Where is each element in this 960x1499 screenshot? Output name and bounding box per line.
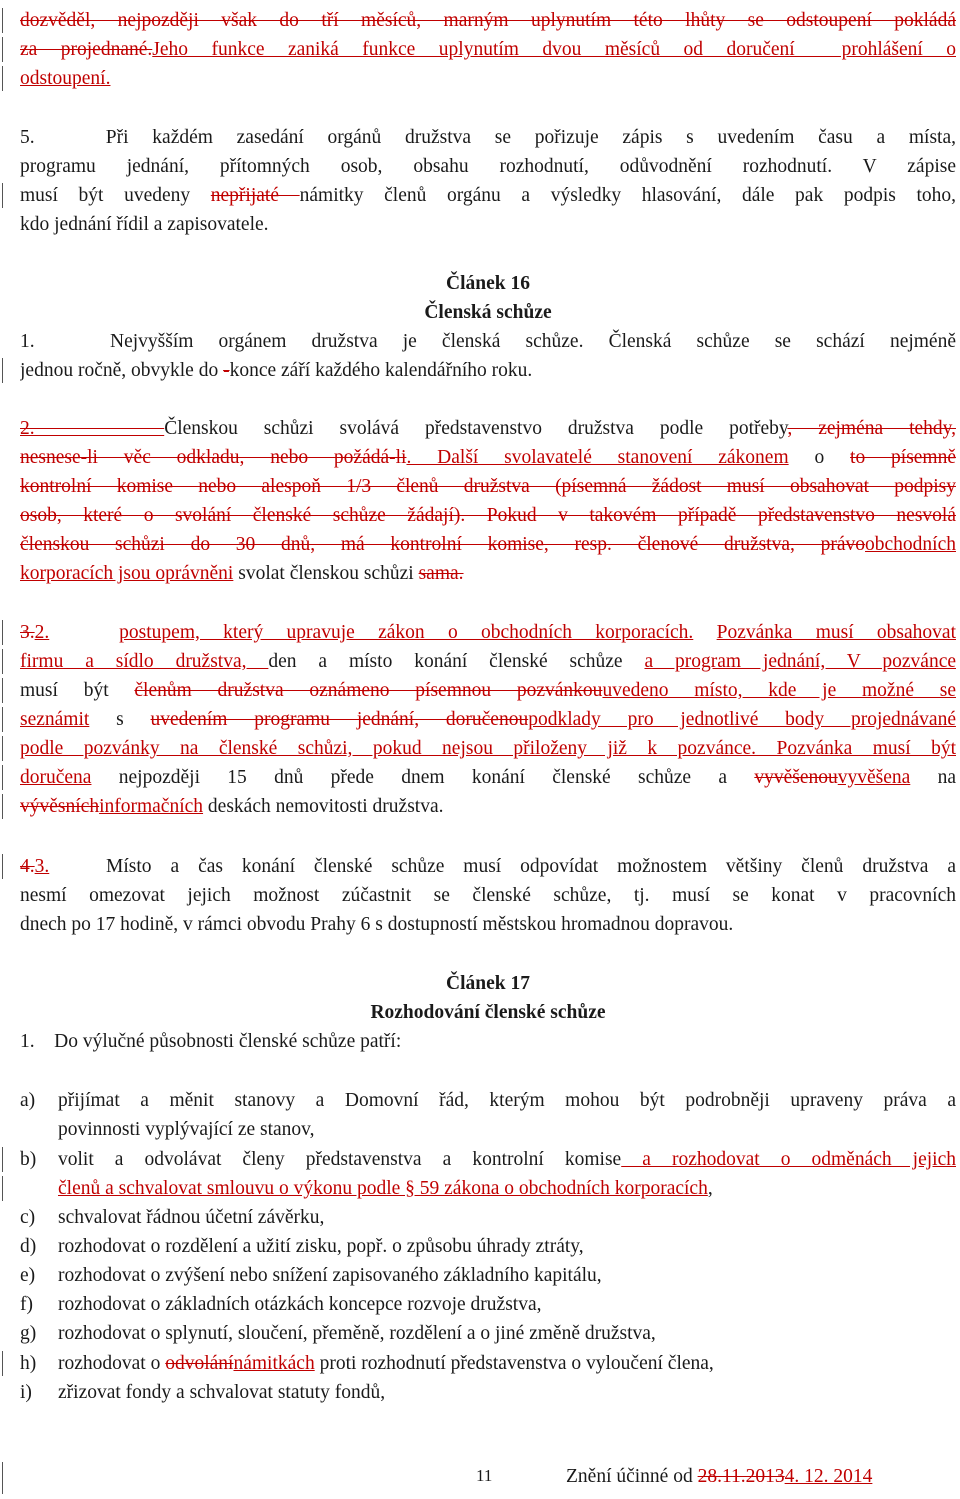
text-line (20, 530, 956, 559)
deleted-text: odvolání (165, 1353, 234, 1374)
text-run: Rozhodování členské schůze (370, 1002, 606, 1023)
text-run: Článek 16 (446, 273, 530, 294)
text-run: svolat členskou schůzi (233, 563, 419, 584)
change-bar (2, 1147, 3, 1172)
text-run: schvalovat řádnou účetní závěrku, (58, 1207, 325, 1228)
inserted-text: uvedeno místo, kde je možné se (602, 680, 956, 701)
list-item-label: b) (20, 1149, 37, 1170)
text-line (20, 1027, 956, 1056)
text-run: povinnosti vyplývající ze stanov, (58, 1119, 315, 1140)
change-bar (2, 765, 3, 790)
inserted-text: námitkách (233, 1353, 315, 1374)
inserted-text: odstoupení. (20, 68, 111, 89)
change-bar (2, 649, 3, 674)
text-run: volit a odvolávat členy představenstva a kontrolní komise (58, 1149, 622, 1170)
inserted-text: členů a schvalovat smlouvu o výkonu podle § 59 zákona o obchodních korporacích (58, 1178, 708, 1199)
deleted-text: nesnese-li věc odkladu, nebo požádá-li (20, 447, 407, 468)
list-item-label: f) (20, 1294, 33, 1315)
inserted-text: Pozvánka musí obsahovat (716, 622, 956, 643)
text-run: programu jednání, přítomných osob, obsahu rozhodnutí, odůvodnění rozhodnutí. V zápise (20, 156, 956, 177)
deleted-text: 3. (20, 622, 35, 643)
text-line (20, 910, 956, 939)
inserted-text: a rozhodovat o odměnách jejich (621, 1149, 956, 1170)
inserted-text: firmu a sídlo družstva, (20, 651, 269, 672)
change-bar (2, 37, 3, 62)
text-run: 5. Při každém zasedání orgánů družstva se pořizuje zápis s uvedením času a místa, (20, 127, 956, 148)
deleted-text: sama. (418, 563, 464, 584)
article-heading (20, 998, 956, 1027)
change-bar (2, 678, 3, 703)
inserted-text: Jeho funkce zaniká funkce uplynutím dvou měsíců od doručení prohlášení o (152, 39, 956, 60)
text-run: rozhodovat o zvýšení nebo snížení zapisovaného základního kapitálu, (58, 1265, 602, 1286)
text-run: 1. Do výlučné působnosti členské schůze patří: (20, 1031, 402, 1052)
text-line (20, 618, 956, 647)
text-run: jednou ročně, obvykle do (20, 360, 224, 381)
text-run: nesmí omezovat jejich možnost zúčastnit se členské schůze, tj. musí se konat v pracovních (20, 885, 956, 906)
inserted-text: . Další svolavatelé stanovení zákonem (406, 447, 789, 468)
text-run: musí být (20, 680, 135, 701)
text-run: konce září každého kalendářního roku. (229, 360, 533, 381)
list-item-label: i) (20, 1382, 32, 1403)
text-run: dnech po 17 hodině, v rámci obvodu Prahy 6 s dostupností městskou hromadnou dopravou. (20, 914, 734, 935)
text-run: musí být uvedeny (20, 185, 211, 206)
text-line (20, 64, 956, 93)
change-bar (2, 8, 3, 33)
text-run: rozhodovat o základních otázkách koncepce rozvoje družstva, (58, 1294, 542, 1315)
text-run: proti rozhodnutí představenstva o vyloučení člena, (314, 1353, 714, 1374)
text-line (20, 734, 956, 763)
text-line (20, 763, 956, 792)
text-run: na (910, 767, 956, 788)
article-heading (20, 298, 956, 327)
text-line (20, 792, 956, 821)
text-line (20, 210, 956, 239)
list-item-text (58, 1115, 956, 1144)
text-line (20, 852, 956, 881)
list-item-label: c) (20, 1207, 36, 1228)
deleted-text: 4. (20, 856, 35, 877)
list-item-text (58, 1174, 956, 1203)
list-item-text (58, 1290, 956, 1319)
list-item-label: h) (20, 1353, 37, 1374)
inserted-text: podle pozvánky na členské schůzi, pokud nejsou přiloženy již k pozvánce. Pozvánka musí být (20, 738, 956, 759)
text-line (20, 647, 956, 676)
text-line (20, 327, 956, 356)
change-bar (2, 620, 3, 645)
inserted-text: informačních (99, 796, 204, 817)
deleted-text: vyvěšenou (754, 767, 838, 788)
text-run: Místo a čas konání členské schůze musí odpovídat možnostem většiny členů družstva a (49, 856, 956, 877)
change-bar (2, 854, 3, 879)
text-line (20, 559, 956, 588)
text-run: rozhodovat o (58, 1353, 166, 1374)
text-run: námitky členů orgánu a výsledky hlasování, dále pak podpis toho, (299, 185, 956, 206)
text-run: den a místo konání členské schůze (268, 651, 645, 672)
deleted-text: 2. (20, 418, 165, 439)
text-run: rozhodovat o splynutí, sloučení, přeměně, rozdělení a o jiné změně družstva, (58, 1323, 656, 1344)
inserted-text: podklady pro jednotlivé body projednávané (528, 709, 956, 730)
text-run: kdo jednání řídil a zapisovatele. (20, 214, 269, 235)
deleted-text: dozvěděl, nejpozději však do tří měsíců, marným uplynutím této lhůty se odstoupení pokládá (20, 10, 956, 31)
text-run: s (89, 709, 151, 730)
text-run: 1. Nejvyšším orgánem družstva je členská schůze. Členská schůze se schází nejméně (20, 331, 956, 352)
list-item-label: a) (20, 1090, 36, 1111)
deleted-text: kontrolní komise nebo alespoň 1/3 členů družstva (písemná žádost musí obsahovat podpisy (20, 476, 956, 497)
footer-date-deleted: 28.11.2013 (697, 1466, 785, 1487)
list-item-text (58, 1086, 956, 1115)
text-line (20, 881, 956, 910)
change-bar (2, 183, 3, 208)
text-line (20, 123, 956, 152)
deleted-text: nepřijaté (210, 185, 300, 206)
text-run: o (788, 447, 851, 468)
text-run (693, 622, 716, 643)
deleted-text: osob, které o svolání členské schůze žádají). Pokud v takovém případě představenstvo nesvolá (20, 505, 956, 526)
list-item-text (58, 1232, 956, 1261)
inserted-text: postupem, který upravuje zákon o obchodních korporacích. (119, 622, 694, 643)
change-bar (2, 1351, 3, 1376)
list-item-text (58, 1319, 956, 1348)
list-item-text (58, 1378, 956, 1407)
inserted-text: obchodních (865, 534, 956, 555)
text-line (20, 356, 956, 385)
text-line (20, 152, 956, 181)
text-line (20, 705, 956, 734)
change-bar (2, 358, 3, 383)
deleted-text: to písemně (850, 447, 956, 468)
text-line (20, 472, 956, 501)
text-line (20, 35, 956, 64)
inserted-text: doručena (20, 767, 92, 788)
text-run: rozhodovat o rozdělení a užití zisku, popř. o způsobu úhrady ztráty, (58, 1236, 584, 1257)
text-line (20, 501, 956, 530)
text-run: nejpozději 15 dnů přede dnem konání členské schůze a (91, 767, 755, 788)
list-item-text (58, 1261, 956, 1290)
text-line (20, 181, 956, 210)
text-run: zřizovat fondy a schvalovat statuty fondů, (58, 1382, 386, 1403)
change-bar (2, 1176, 3, 1201)
deleted-text: - (223, 360, 230, 381)
inserted-text: korporacích jsou oprávněni (20, 563, 234, 584)
text-line (20, 676, 956, 705)
deleted-text: , zejména tehdy, (787, 418, 956, 439)
list-item-label: g) (20, 1323, 37, 1344)
change-bar (2, 707, 3, 732)
deleted-text: vývěsních (20, 796, 100, 817)
text-run: Členská schůze (424, 302, 552, 323)
footer-date-inserted: 4. 12. 2014 (784, 1466, 873, 1487)
footer-prefix: Znění účinné od (566, 1466, 698, 1487)
inserted-text: 3. (34, 856, 50, 877)
article-heading (20, 269, 956, 298)
deleted-text: uvedením programu jednání, doručenou (150, 709, 529, 730)
footer-effective-date (566, 1466, 872, 1488)
text-run: přijímat a měnit stanovy a Domovní řád, kterým mohou být podrobněji upraveny práva a (58, 1090, 956, 1111)
list-item-text (58, 1145, 956, 1174)
text-run (49, 622, 119, 643)
text-line (20, 414, 956, 443)
inserted-text: seznámit (20, 709, 90, 730)
change-bar (2, 1462, 3, 1494)
page-number: 11 (476, 1466, 493, 1485)
text-line (20, 6, 956, 35)
text-line (20, 443, 956, 472)
list-item-label: d) (20, 1236, 37, 1257)
inserted-text: vyvěšena (837, 767, 911, 788)
list-item-label: e) (20, 1265, 36, 1286)
text-run: Členskou schůzi svolává představenstvo družstva podle potřeby (164, 418, 788, 439)
deleted-text: za projednané. (20, 39, 153, 60)
inserted-text: 2. (34, 622, 50, 643)
change-bar (2, 794, 3, 819)
article-heading (20, 969, 956, 998)
list-item-text (58, 1349, 956, 1378)
change-bar (2, 736, 3, 761)
change-bar (2, 66, 3, 91)
text-run: , (707, 1178, 713, 1199)
text-run: Článek 17 (446, 973, 530, 994)
deleted-text: členskou schůzi do 30 dnů, má kontrolní komise, resp. členové družstva, právo (20, 534, 866, 555)
deleted-text: členům družstva oznámeno písemnou pozvánkou (134, 680, 603, 701)
inserted-text: a program jednání, V pozvánce (644, 651, 956, 672)
text-run: deskách nemovitosti družstva. (203, 796, 444, 817)
list-item-text (58, 1203, 956, 1232)
